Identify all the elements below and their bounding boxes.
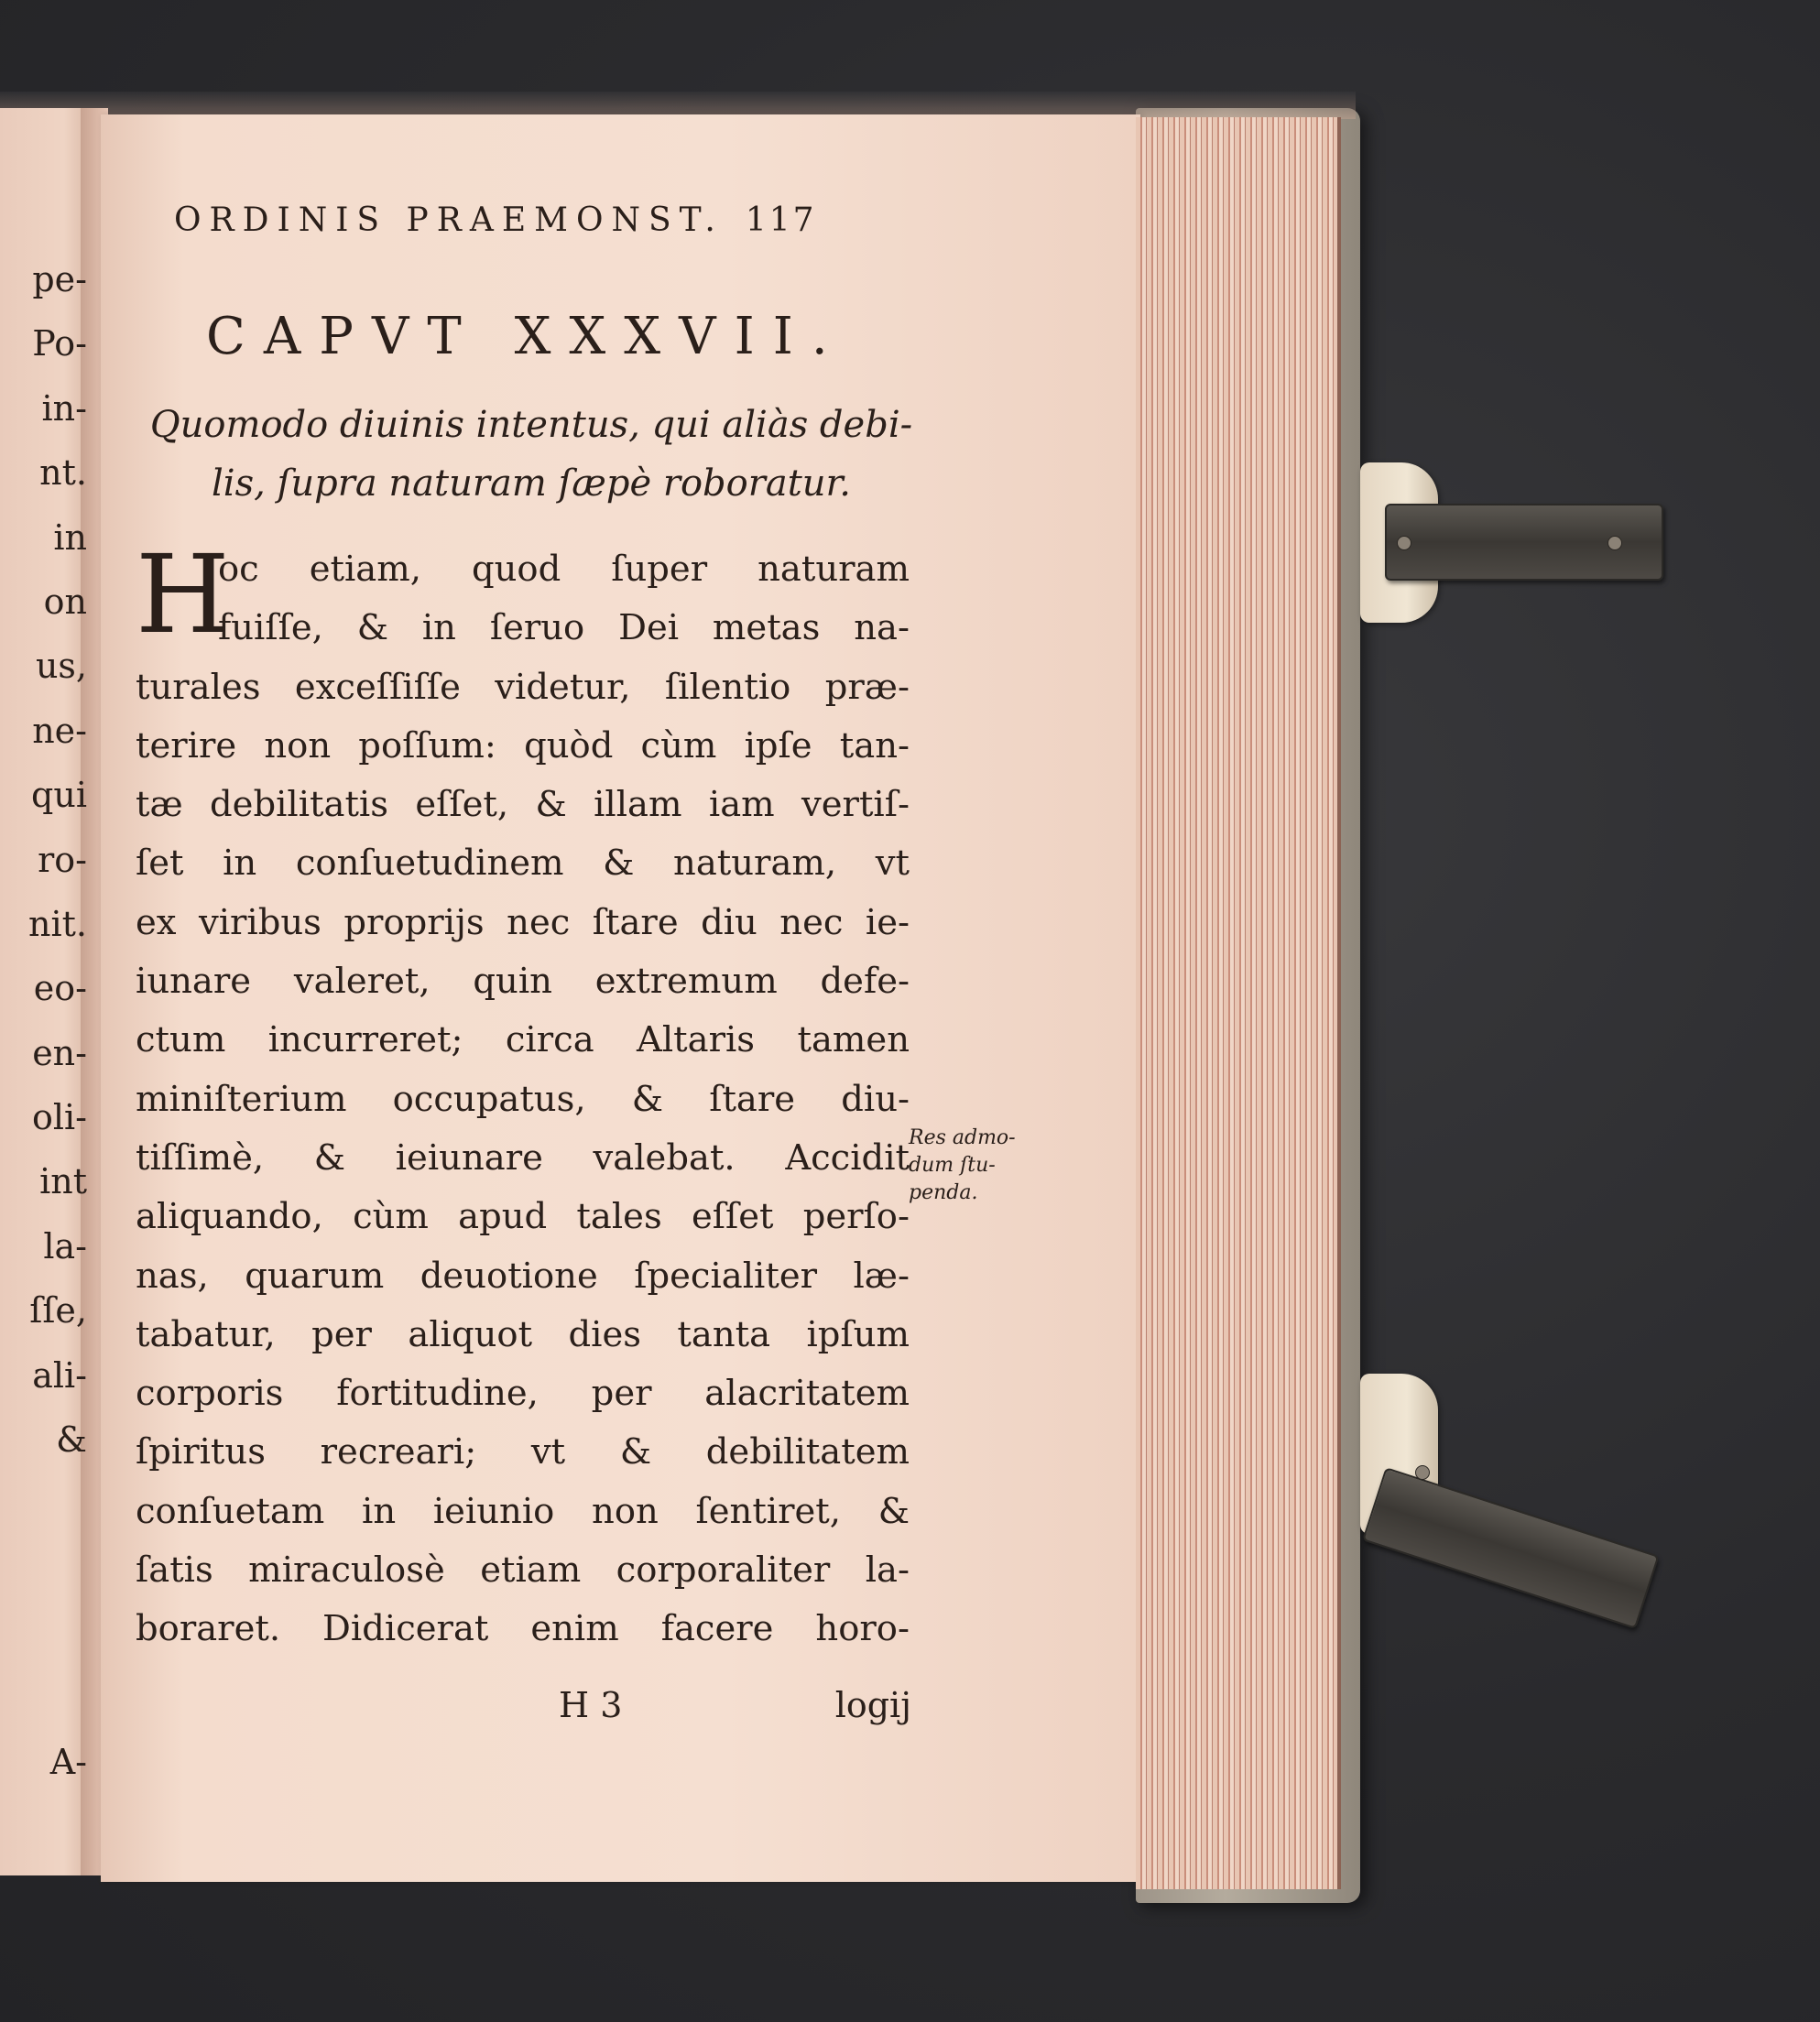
left-line: A- [49,1741,87,1782]
running-header [174,201,916,239]
body-line: tæ debilitatis eſſet, & illam iam vertiſ- [136,784,910,826]
chapter-subtitle [137,396,925,513]
marginal-line: dum ſtu- [909,1154,996,1177]
left-line: int [39,1161,87,1202]
left-page-text [0,247,87,1794]
left-line: en- [32,1032,87,1073]
body-line: tiſſimè, & ieiunare valebat. Accidit [136,1136,910,1179]
left-line [0,1666,87,1730]
left-line [0,1601,87,1665]
left-line: nit. [28,903,87,944]
left-line: eo- [33,968,87,1009]
left-line: ali- [32,1354,87,1396]
drop-cap: H [136,531,230,658]
page-number: 117 [745,201,817,239]
body-line: terire non poſſum: quòd cùm ipſe tan- [136,724,910,766]
marginal-line: penda. [909,1181,978,1204]
body-line: nas, quarum deuotione ſpecialiter læ- [136,1255,910,1297]
body-line: corporis fortitudine, per alacritatem [136,1373,910,1415]
left-line: oli- [31,1097,87,1138]
body-line: tabatur, per aliquot dies tanta ipſum [136,1313,910,1355]
left-line [0,1472,87,1536]
body-line: turales exceſſiſſe videtur, ſilentio præ- [136,666,910,708]
catchword: logij [834,1685,911,1725]
body-line: oc etiam, quod ſuper naturam [218,549,910,590]
body-line: conſuetam in ieiunio non ſentiret, & [136,1490,910,1532]
page-block-edges [1136,117,1341,1889]
body-line: ex viribus proprijs nec ſtare diu nec ie- [136,901,910,943]
upper-clasp-rivet-right [1607,536,1622,550]
body-line: ſatis miraculosè etiam corporaliter la- [136,1549,910,1592]
header-title: ORDINIS PRAEMONST. [174,201,724,239]
body-line: boraret. Didicerat enim facere horo- [136,1608,910,1650]
left-line: nt. [39,452,87,494]
marginal-line: Res admo- [909,1126,1016,1149]
left-line: ſſe, [29,1290,87,1332]
body-line: ſpiritus recreari; vt & debilitatem [136,1431,910,1473]
body-line: ctum incurreret; circa Altaris tamen [136,1019,910,1061]
body-line: iunare valeret, quin extremum defe- [136,961,910,1003]
subtitle-line: Quomodo diuinis intentus, qui aliàs debi- [149,404,913,446]
body-line: ſet in conſuetudinem & naturam, vt [136,842,910,885]
body-line: miniſterium occupatus, & ſtare diu- [136,1078,910,1120]
left-line: & [56,1419,87,1461]
left-line: on [43,581,87,622]
upper-clasp-rivet-left [1397,536,1411,550]
body-text [136,531,910,1659]
left-line: Po- [32,323,87,364]
body-line: fuiſſe, & in ſeruo Dei metas na- [218,607,910,649]
left-line: in [53,516,87,558]
signature-mark: H 3 [559,1685,623,1725]
lower-clasp-rivet [1415,1465,1430,1480]
left-line: la- [43,1225,87,1266]
left-line: qui [31,775,87,816]
page-footer [559,1685,911,1725]
subtitle-line: lis, ſupra naturam ſæpè roboratur. [212,462,851,505]
body-line: aliquando, cùm apud tales eſſet perſo- [136,1196,910,1238]
left-line: us, [35,646,87,687]
chapter-heading: CAPVT XXXVII. [206,307,846,366]
marginal-note [909,1125,1046,1207]
left-line: pe- [32,259,87,299]
left-line: ne- [32,710,87,751]
left-line: ro- [38,839,87,880]
left-line [0,1537,87,1601]
left-line: in- [41,387,87,429]
